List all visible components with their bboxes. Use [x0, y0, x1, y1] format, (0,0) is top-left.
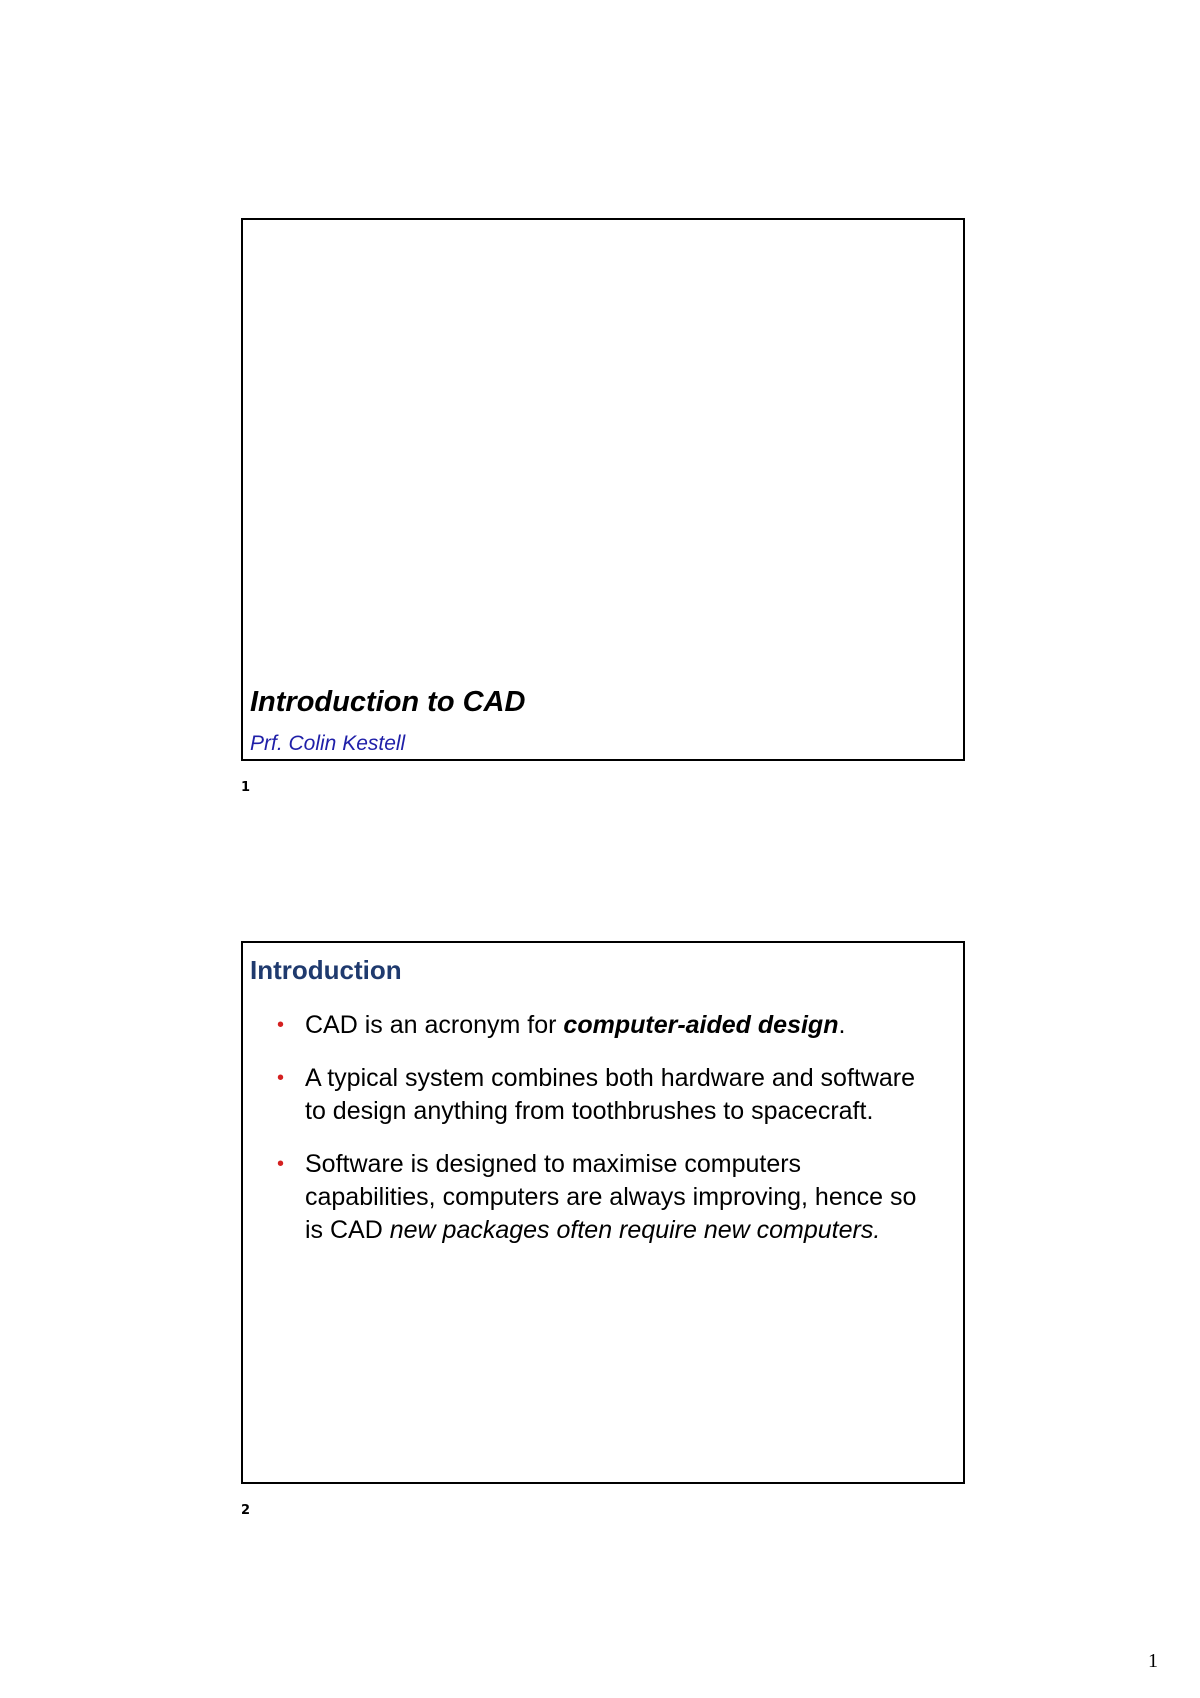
slide-2	[241, 941, 965, 1484]
slide-1	[241, 218, 965, 761]
slide-number-2: 2	[241, 1503, 251, 1518]
bullet-text-part: CAD is an acronym for	[305, 1011, 564, 1039]
slide-number-1: 1	[241, 780, 251, 795]
bullet-item	[277, 1009, 927, 1042]
page-number: 1	[1148, 1650, 1158, 1672]
bullet-list	[277, 1009, 927, 1267]
bullet-text-part: new packages often require new computers.	[389, 1216, 881, 1244]
bullet-text-part: A typical system combines both hardware and software to design anything from toothbrushes to spacecraft.	[305, 1064, 916, 1125]
bullet-point-icon: •	[277, 1014, 285, 1036]
bullet-text-part: .	[838, 1011, 846, 1039]
bullet-point-icon: •	[277, 1067, 285, 1089]
bullet-text-part: Software is designed to maximise computers capabilities, computers are always improving, hence so is CAD	[305, 1150, 917, 1244]
slide-title: Introduction to CAD	[250, 686, 526, 718]
slide-heading: Introduction	[250, 955, 402, 985]
bullet-text-part: computer-aided design	[563, 1011, 839, 1039]
slide-subtitle-author: Prf. Colin Kestell	[250, 732, 406, 755]
bullet-item	[277, 1062, 927, 1128]
bullet-item	[277, 1148, 927, 1247]
bullet-point-icon: •	[277, 1153, 285, 1175]
